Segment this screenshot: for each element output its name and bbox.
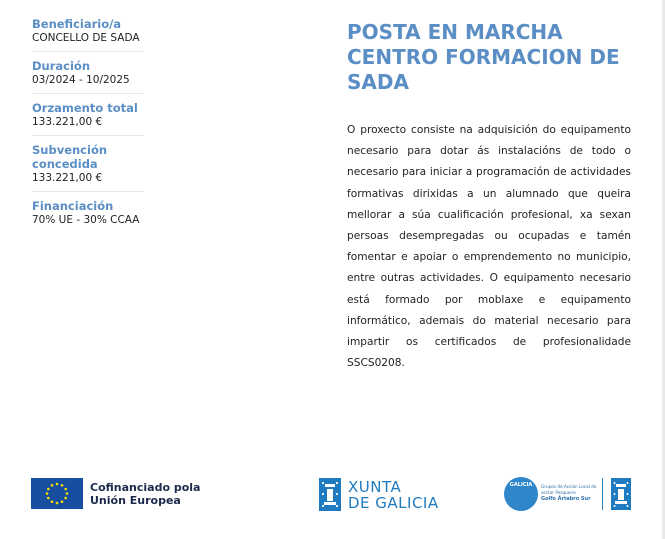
eu-flag-icon — [31, 478, 83, 509]
info-label: Orzamento total — [32, 101, 138, 115]
info-funding — [32, 199, 144, 233]
xunta-shield-icon — [319, 478, 341, 511]
project-title — [347, 20, 647, 95]
title-line: CENTRO FORMACION DE — [347, 45, 620, 69]
galp-text — [541, 484, 599, 502]
info-grant — [32, 143, 144, 192]
logo-divider — [602, 478, 603, 510]
xunta-text — [348, 479, 439, 511]
galicia-shield-icon — [611, 478, 631, 510]
galp-small-text: Grupos de Acción Local do sector Pesqueiro — [541, 484, 597, 495]
eu-text-line: Unión Europea — [90, 494, 181, 507]
info-total-budget — [32, 101, 144, 136]
xunta-text-line: DE GALICIA — [348, 494, 439, 512]
galp-circle-label: GALICIA — [509, 482, 533, 488]
info-duration — [32, 59, 144, 94]
info-value: 133.221,00 € — [32, 116, 103, 128]
info-value: CONCELLO DE SADA — [32, 32, 140, 44]
eu-cofinance-text — [90, 481, 200, 507]
eu-text-line: Cofinanciado pola — [90, 481, 201, 494]
title-line: SADA — [347, 70, 409, 94]
info-label: Duración — [32, 59, 91, 73]
xunta-text-line: XUNTA — [348, 478, 402, 496]
project-description: O proxecto consiste na adquisición do equipamento necesario para dotar ás instalacións de todo o necesario para iniciar a programación de actividades formativas dirixidas a un alumnado que queira mellorar a súa cualificación profesional, xa sexan persoas desempregadas ou ocupadas e tamén fomentar e apoiar o emprendemento no municipio, entre outras actividades. O equipamento necesario está formado por moblaxe e equipamento informático, ademais do material necesario para impartir os certificados de profesionalidade SSCS0208. — [347, 124, 631, 370]
info-label: Financiación — [32, 199, 114, 213]
galp-name-text: Golfo Ártabro Sur — [541, 496, 591, 502]
title-line: POSTA EN MARCHA — [347, 20, 563, 44]
info-value: 03/2024 - 10/2025 — [32, 74, 130, 86]
project-info-panel — [32, 17, 144, 240]
info-value: 70% UE - 30% CCAA — [32, 214, 140, 226]
info-value: 133.221,00 € — [32, 172, 103, 184]
info-label: Beneficiario/a — [32, 17, 122, 31]
info-label: Subvención concedida — [32, 143, 108, 171]
info-beneficiary — [32, 17, 144, 52]
